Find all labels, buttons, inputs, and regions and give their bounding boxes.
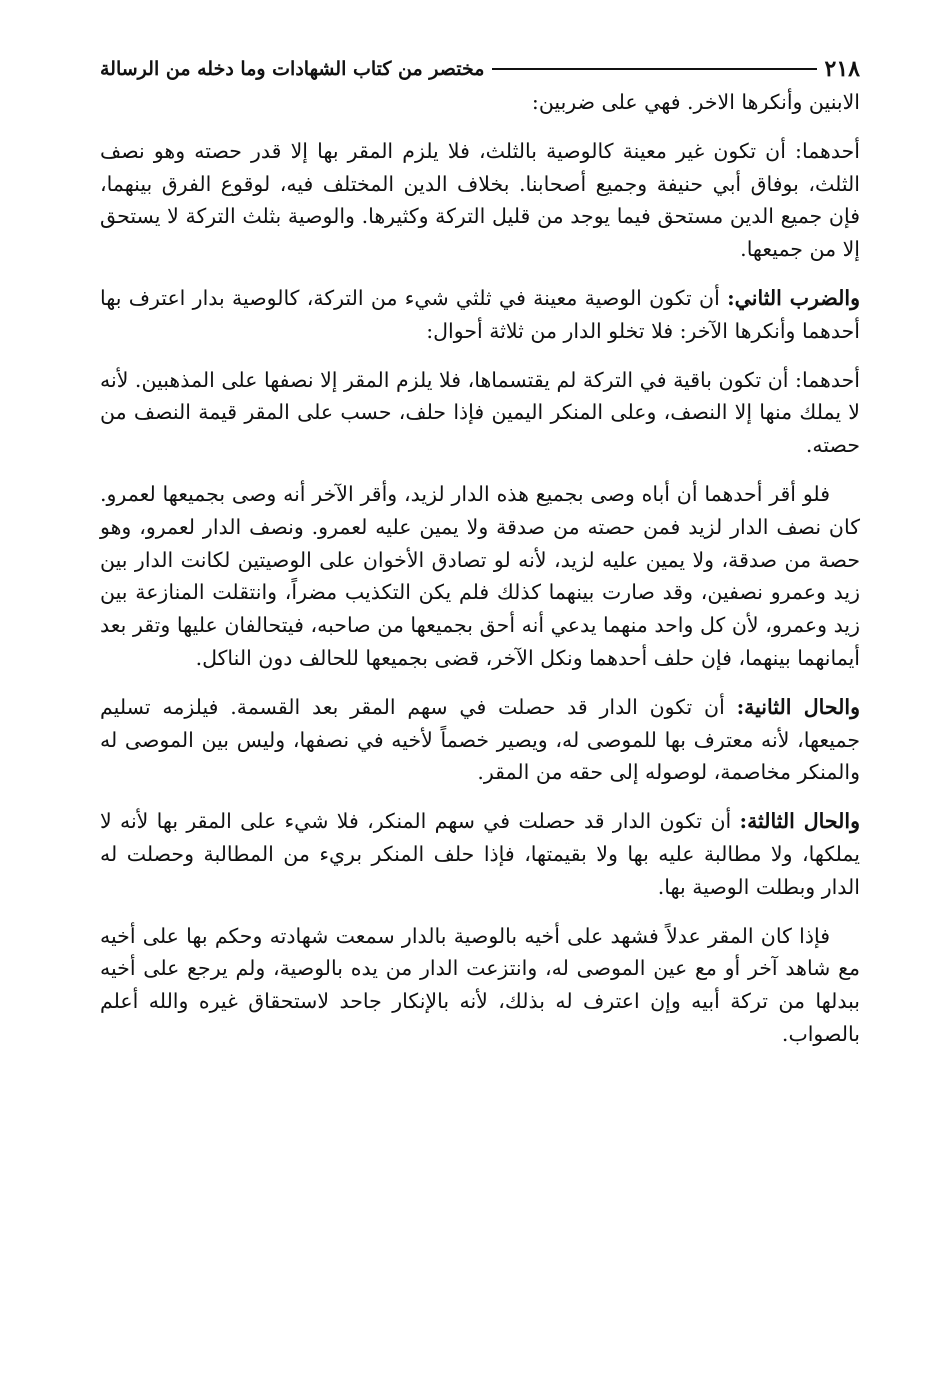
paragraph-text: فلو أقر أحدهما أن أباه وصى بجميع هذه الدار لزيد، وأقر الآخر أنه وصى بجميعها لعمرو. كان نصف الدار لزيد فمن حصته من صدقة ولا يمين عليه لعمرو. ونصف الدار لعمرو، وهو حصة من صدقة، ولا يمين عليه لزيد، لأنه لو تصادق الأخوان على الوصيتين لكانت الدار بين زيد وعمرو نصفين، وقد صارت بينهما كذلك فلم يكن التكذيب مضراً، وانتقلت المنازعة بين زيد وعمرو، لأن كل واحد منهما يدعي أنه أحق بجميعها من صاحبه، فيتحالفان عليها وتقر بعد أيمانهما بينهما، فإن حلف أحدهما ونكل الآخر، قضى بجميعها للحالف دون الناكل. bbox=[100, 481, 860, 670]
paragraph-text: أحدهما: أن تكون باقية في التركة لم يقتسماها، فلا يلزم المقر إلا نصفها على المذهبين. لأنه لا يملك منها إلا النصف، وعلى المنكر اليمين فإذا حلف، حسب على المقر قيمة النصف من حصته. bbox=[100, 367, 860, 458]
paragraph-text: أحدهما: أن تكون غير معينة كالوصية بالثلث، فلا يلزم المقر بها إلا قدر حصته وهو نصف الثلث، بوفاق أبي حنيفة وجميع أصحابنا. بخلاف الدين المختلف فيه، لوقوع الفرق بينهما، فإن جميع الدين مستحق فيما يوجد من قليل التركة وكثيرها. والوصية بثلث التركة لا يستحق إلا من جميعها. bbox=[100, 138, 860, 262]
paragraph-lead: والحال الثانية: bbox=[736, 694, 860, 719]
paragraph bbox=[100, 86, 860, 119]
paragraph bbox=[100, 135, 860, 266]
book-page bbox=[100, 52, 860, 1051]
page-number: ٢١٨ bbox=[824, 56, 860, 82]
paragraph bbox=[100, 805, 860, 903]
running-title: مختصر من كتاب الشهادات وما دخله من الرسالة bbox=[100, 58, 485, 80]
paragraph-text: أن تكون الدار قد حصلت في سهم المنكر، فلا شيء على المقر بها لأنه لا يملكها، ولا مطالبة عليه بها ولا بقيمتها، فإذا حلف المنكر بريء من المطالبة وحصلت له الدار وبطلت الوصية بها. bbox=[100, 809, 860, 899]
paragraph-text: فإذا كان المقر عدلاً فشهد على أخيه بالوصية بالدار سمعت شهادته وحكم بها على أخيه مع شاهد آخر أو مع عين الموصى له، وانتزعت الدار من يده بالوصية، ولم يرجع على أخيه ببدلها من تركة أبيه وإن اعترف له بذلك، لأنه بالإنكار جاحد لاستحقاق غيره والله أعلم بالصواب. bbox=[100, 923, 860, 1046]
paragraph-text: أن تكون الدار قد حصلت في سهم المقر بعد القسمة. فيلزمه تسليم جميعها، لأنه معترف بها للموصى له، ويصير خصماً لأخيه في نصفها، وليس بين الموصى له والمنكر مخاصمة، لوصوله إلى حقه من المقر. bbox=[100, 694, 860, 785]
body-text bbox=[100, 86, 860, 1051]
page-header bbox=[100, 52, 860, 86]
paragraph-lead: والضرب الثاني: bbox=[727, 285, 860, 310]
paragraph bbox=[100, 282, 860, 348]
paragraph-lead: والحال الثالثة: bbox=[739, 809, 860, 834]
paragraph bbox=[100, 478, 860, 675]
paragraph bbox=[100, 920, 860, 1051]
paragraph bbox=[100, 691, 860, 789]
paragraph-text: الابنين وأنكرها الاخر. فهي على ضربين: bbox=[531, 90, 860, 114]
header-rule bbox=[492, 68, 816, 70]
paragraph bbox=[100, 364, 860, 462]
paragraph-text: أن تكون الوصية معينة في ثلثي شيء من التركة، كالوصية بدار اعترف بها أحدهما وأنكرها الآخر: فلا تخلو الدار من ثلاثة أحوال: bbox=[100, 285, 860, 343]
